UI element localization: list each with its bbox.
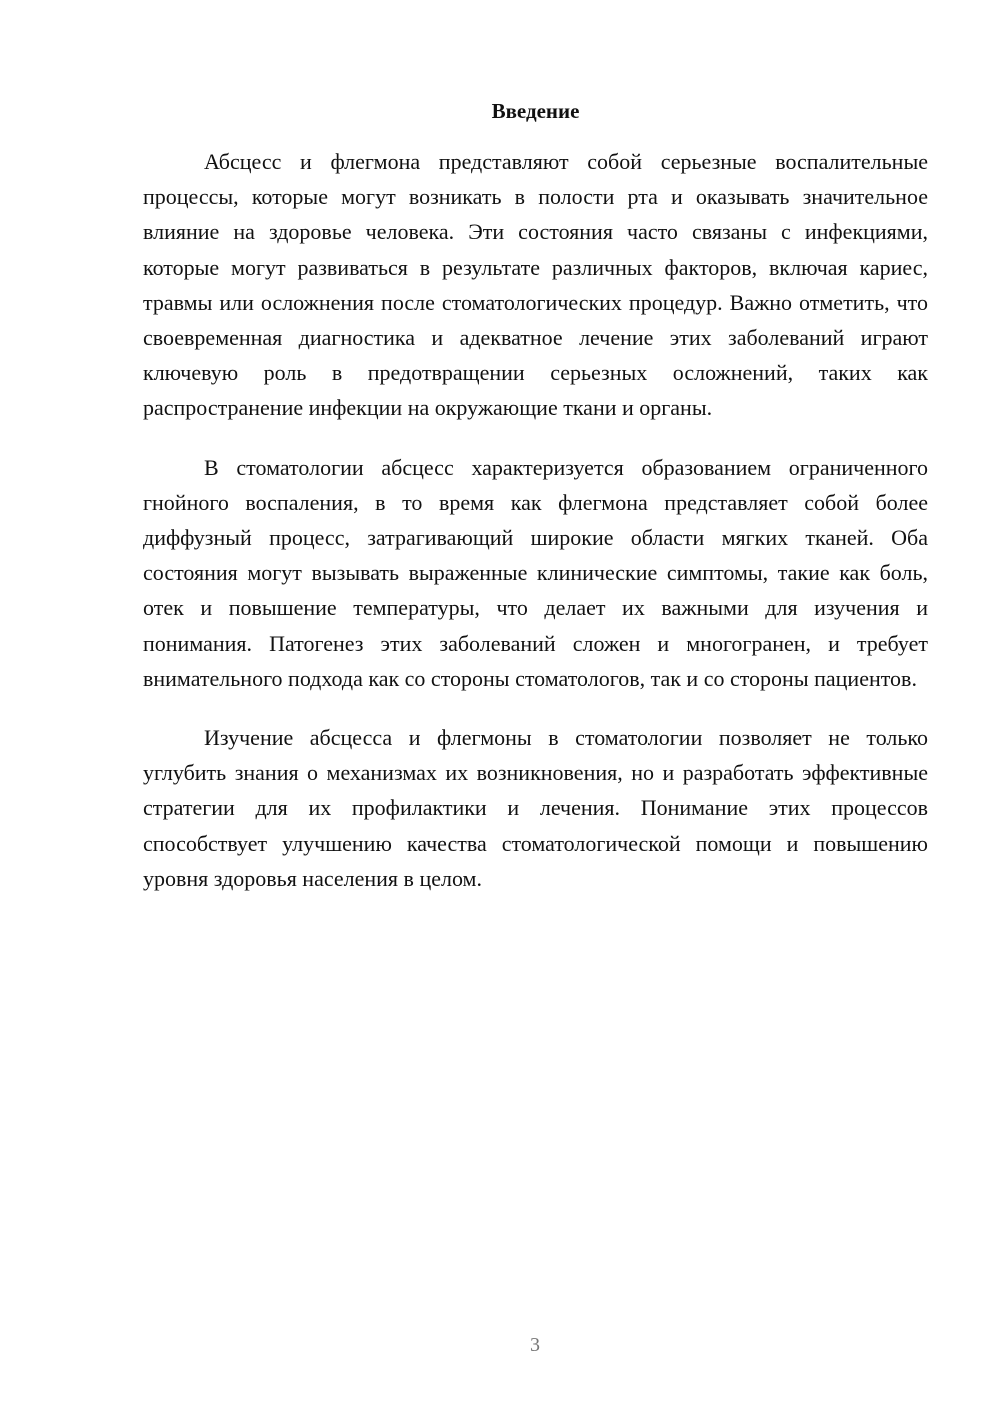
section-title: Введение [491, 99, 580, 123]
paragraph-3: Изучение абсцесса и флегмоны в стоматологии позволяет не только углубить знания о механизмах их возникновения, но и разработать эффективные стратегии для их профилактики и лечения. Понимание этих процессов способствует улучшению качества стоматологической помощи и повышению уровня здоровья населения в целом. [143, 725, 928, 891]
paragraph-1: Абсцесс и флегмона представляют собой серьезные воспалительные процессы, которые могут возникать в полости рта и оказывать значительное влияние на здоровье человека. Эти состояния часто связаны с инфекциями, которые могут развиваться в результате различных факторов, включая кариес, травмы или осложнения после стоматологических процедур. Важно отметить, что своевременная диагностика и адекватное лечение этих заболеваний играют ключевую роль в предотвращении серьезных осложнений, таких как распространение инфекции на окружающие ткани и органы. [143, 149, 928, 421]
page-content [143, 96, 928, 920]
paragraph-2: В стоматологии абсцесс характеризуется образованием ограниченного гнойного воспаления, в то время как флегмона представляет собой более диффузный процесс, затрагивающий широкие области мягких тканей. Оба состояния могут вызывать выраженные клинические симптомы, такие как боль, отек и повышение температуры, что делает их важными для изучения и понимания. Патогенез этих заболеваний сложен и многогранен, и требует внимательного подхода как со стороны стоматологов, так и со стороны пациентов. [143, 454, 928, 691]
page-number: 3 [530, 1334, 540, 1356]
